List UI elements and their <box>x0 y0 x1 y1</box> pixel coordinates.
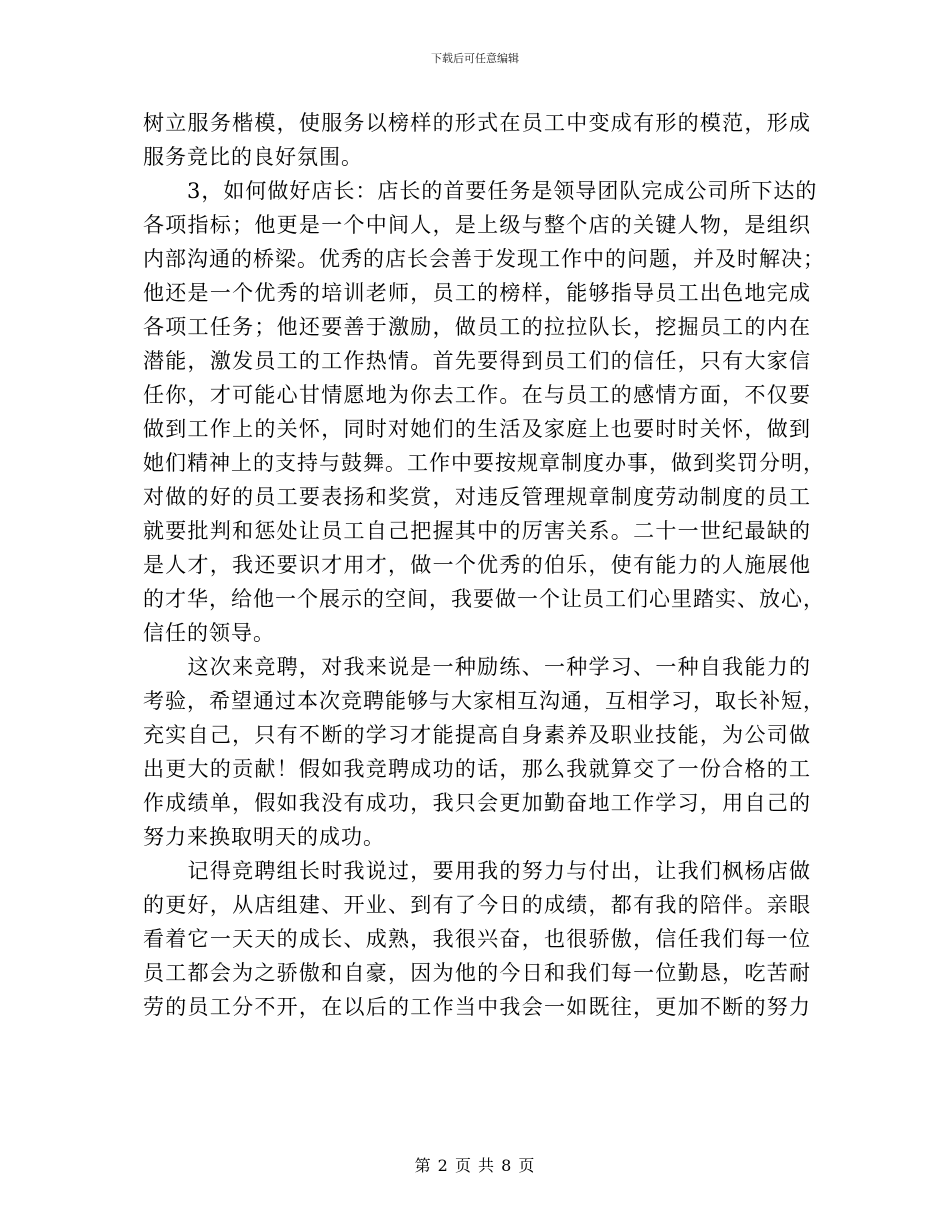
text-line: 树立服务楷模，使服务以榜样的形式在员工中变成有形的模范，形成 <box>143 111 811 135</box>
text-line: 出更大的贡献！假如我竞聘成功的话，那么我就算交了一份合格的工 <box>143 757 811 781</box>
text-line: 她们精神上的支持与鼓舞。工作中要按规章制度办事，做到奖罚分明， <box>143 451 825 475</box>
page-header: 下载后可任意编辑 <box>431 52 519 65</box>
text-line: 记得竞聘组长时我说过，要用我的努力与付出，让我们枫杨店做 <box>143 859 811 883</box>
text-line: 劳的员工分不开，在以后的工作当中我会一如既往，更加不断的努力 <box>143 995 811 1019</box>
text-line: 各项工任务；他还要善于激励，做员工的拉拉队长，挖掘员工的内在 <box>143 315 811 339</box>
text-line: 做到工作上的关怀，同时对她们的生活及家庭上也要时时关怀，做到 <box>143 417 811 441</box>
page-footer: 第 2 页 共 8 页 <box>414 1156 536 1175</box>
text-line: 就要批判和惩处让员工自己把握其中的厉害关系。二十一世纪最缺的 <box>143 519 811 543</box>
text-line: 充实自己，只有不断的学习才能提高自身素养及职业技能，为公司做 <box>143 723 811 747</box>
text-line: 员工都会为之骄傲和自豪，因为他的今日和我们每一位勤恳，吃苦耐 <box>143 961 811 985</box>
text-line: 潜能，激发员工的工作热情。首先要得到员工们的信任，只有大家信 <box>143 349 811 373</box>
document-body <box>143 106 825 1024</box>
paragraph <box>143 854 811 1024</box>
text-line: 考验，希望通过本次竞聘能够与大家相互沟通，互相学习，取长补短， <box>143 689 825 713</box>
text-line: 服务竞比的良好氛围。 <box>143 145 363 169</box>
text-line: 他还是一个优秀的培训老师，员工的榜样，能够指导员工出色地完成 <box>143 281 811 305</box>
text-line: 内部沟通的桥梁。优秀的店长会善于发现工作中的问题，并及时解决； <box>143 247 825 271</box>
text-line: 信任的领导。 <box>143 621 275 645</box>
paragraph <box>143 650 825 854</box>
text-line: 的更好，从店组建、开业、到有了今日的成绩，都有我的陪伴。亲眼 <box>143 893 811 917</box>
text-line: 的才华，给他一个展示的空间，我要做一个让员工们心里踏实、放心， <box>143 587 825 611</box>
paragraph <box>143 174 825 650</box>
paragraph <box>143 106 811 174</box>
text-line: 对做的好的员工要表扬和奖赏，对违反管理规章制度劳动制度的员工 <box>143 485 811 509</box>
text-line: 努力来换取明天的成功。 <box>143 825 385 849</box>
text-line: 这次来竞聘，对我来说是一种励练、一种学习、一种自我能力的 <box>143 655 811 679</box>
text-line: 作成绩单，假如我没有成功，我只会更加勤奋地工作学习，用自己的 <box>143 791 811 815</box>
text-line: 是人才，我还要识才用才，做一个优秀的伯乐，使有能力的人施展他 <box>143 553 811 577</box>
text-line: 看着它一天天的成长、成熟，我很兴奋，也很骄傲，信任我们每一位 <box>143 927 811 951</box>
text-line: 3，如何做好店长：店长的首要任务是领导团队完成公司所下达的 <box>143 179 818 203</box>
text-line: 任你，才可能心甘情愿地为你去工作。在与员工的感情方面，不仅要 <box>143 383 811 407</box>
text-line: 各项指标；他更是一个中间人，是上级与整个店的关键人物，是组织 <box>143 213 811 237</box>
